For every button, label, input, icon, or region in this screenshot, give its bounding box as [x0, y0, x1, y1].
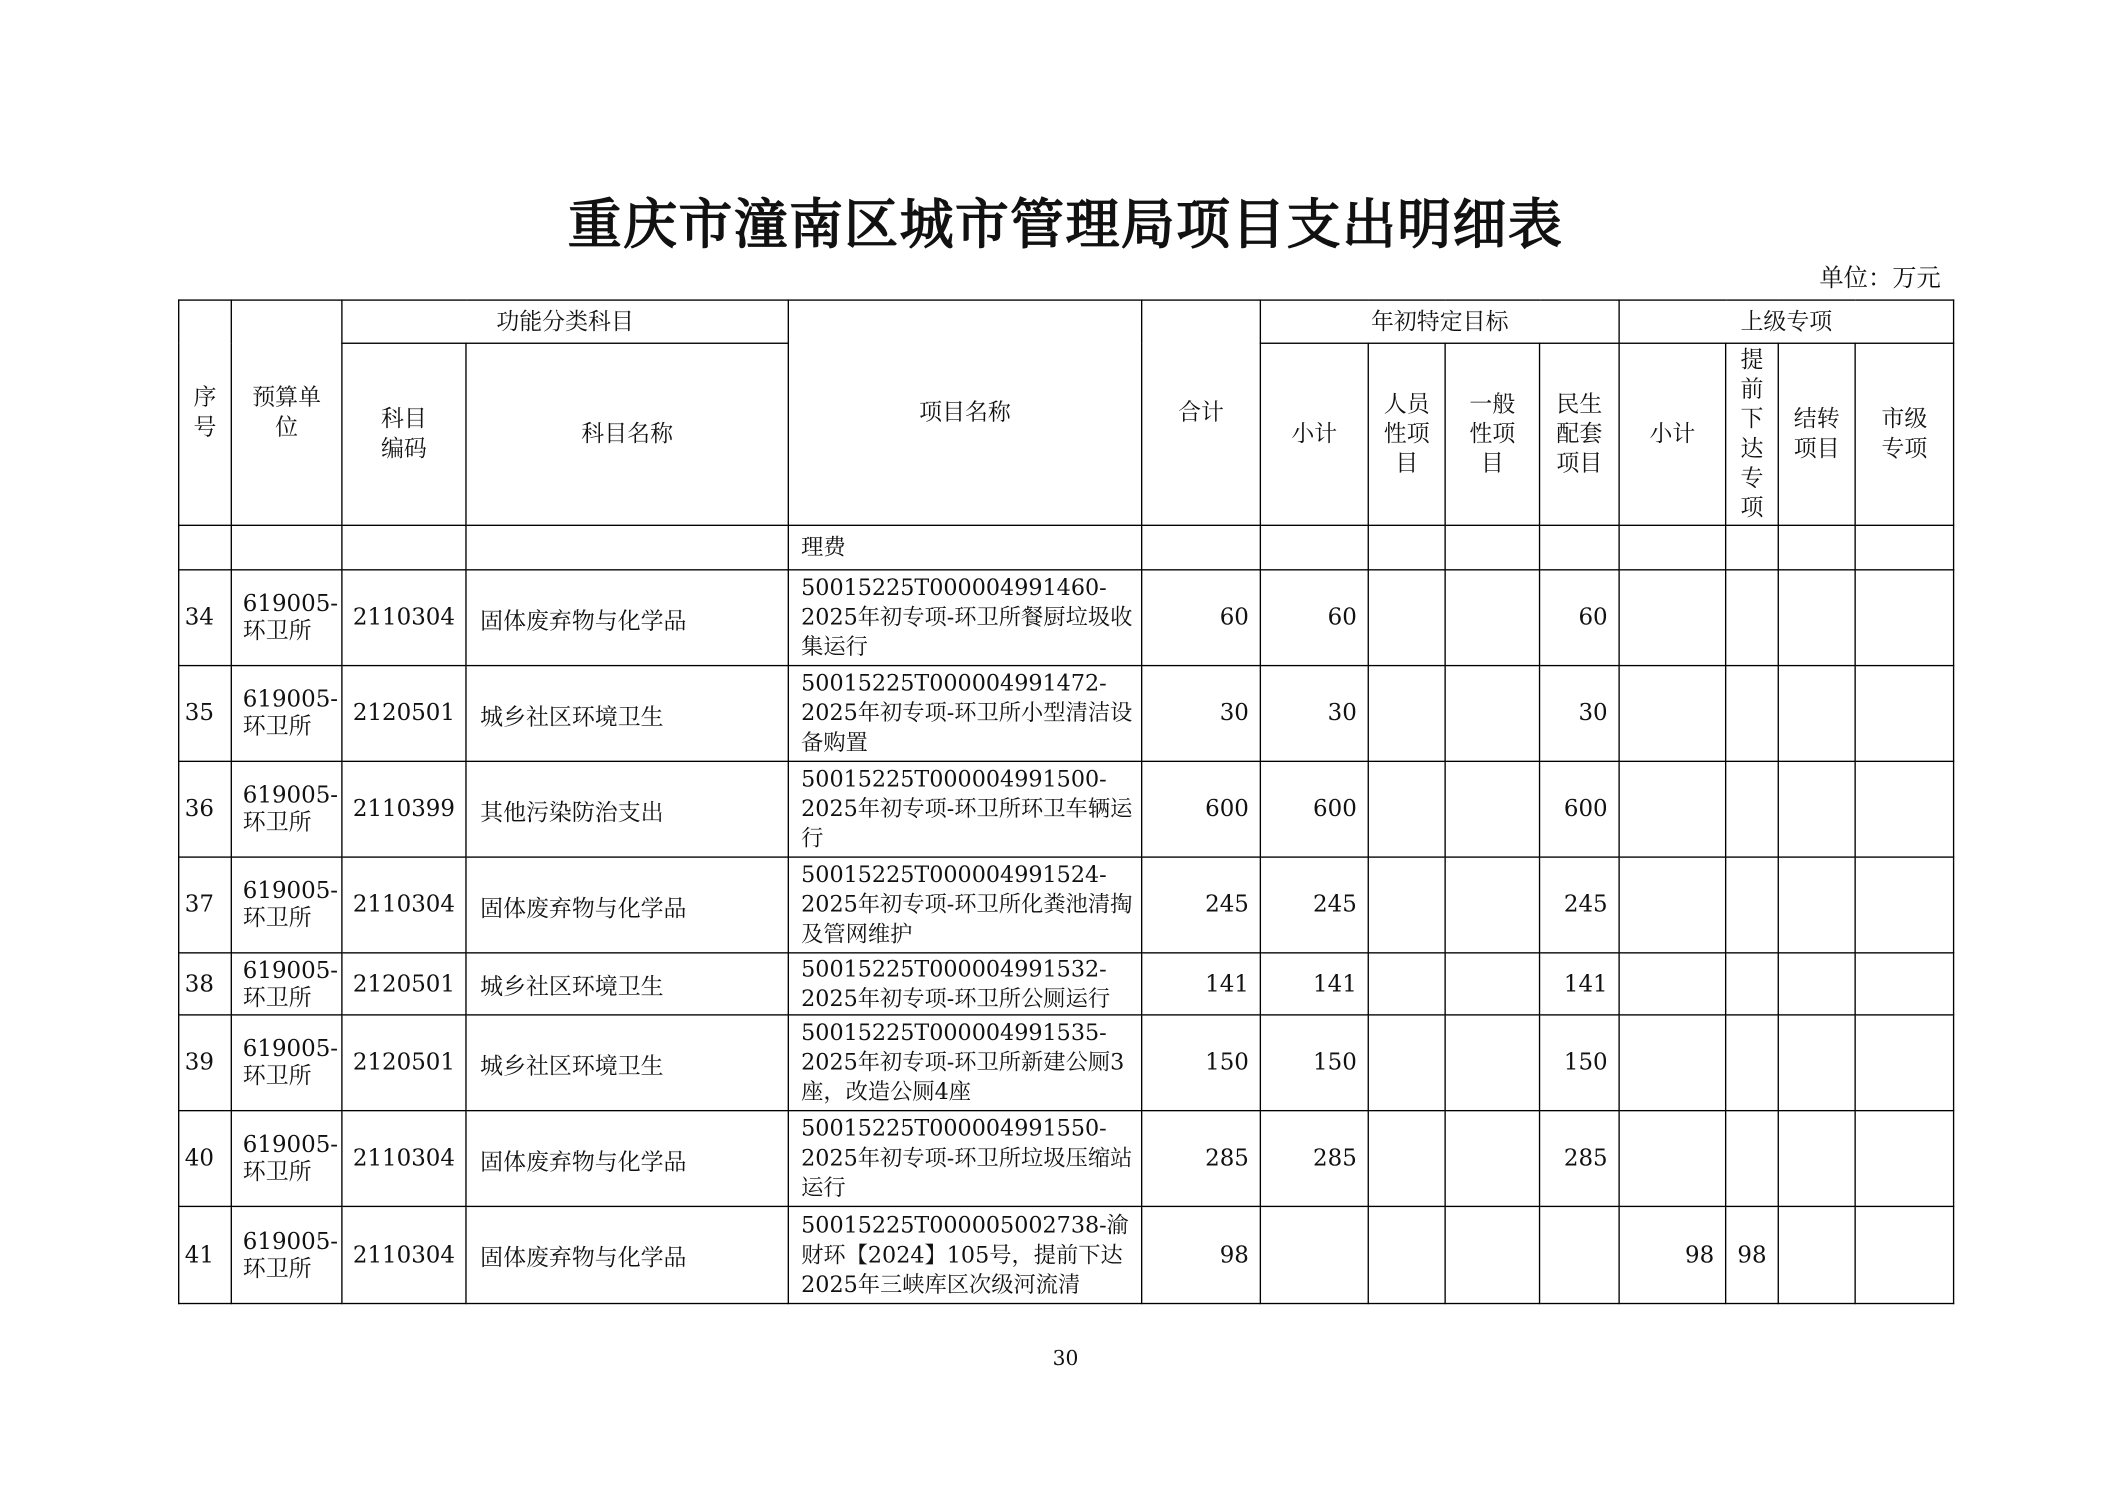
- header-personnel: 人员性项目: [1368, 343, 1445, 525]
- city-cell: [1855, 1111, 1953, 1207]
- budget-unit-cell: 619005-环卫所: [231, 761, 342, 857]
- total-cell: 141: [1142, 953, 1261, 1015]
- carryover-cell: [1778, 761, 1855, 857]
- carryover-cell: [1778, 666, 1855, 762]
- budget-unit-cell: 619005-环卫所: [231, 570, 342, 666]
- total-cell: 60: [1142, 570, 1261, 666]
- project-name-cell: 50015225T000004991532-2025年初专项-环卫所公厕运行: [788, 953, 1141, 1015]
- seq-cell: 41: [179, 1206, 232, 1303]
- livelihood-cell: 600: [1540, 761, 1620, 857]
- carryover-cell: [1778, 1015, 1855, 1111]
- unit-label: 单位：万元: [1819, 264, 1941, 293]
- livelihood-cell: 285: [1540, 1111, 1620, 1207]
- advance-cell: [1726, 761, 1779, 857]
- table-row: [179, 570, 1954, 666]
- general-cell: [1445, 570, 1539, 666]
- annual-subtotal-cell: 245: [1260, 857, 1368, 953]
- subject-code-cell: 2110304: [342, 1206, 466, 1303]
- carryover-cell: [1778, 570, 1855, 666]
- total-cell: 600: [1142, 761, 1261, 857]
- superior-subtotal-cell: 98: [1619, 1206, 1726, 1303]
- seq-cell: 36: [179, 761, 232, 857]
- seq-cell: 38: [179, 953, 232, 1015]
- project-name-cell: 50015225T000004991524-2025年初专项-环卫所化粪池清掏及管网维护: [788, 857, 1141, 953]
- table-row: [179, 953, 1954, 1015]
- livelihood-cell: 150: [1540, 1015, 1620, 1111]
- carryover-cell: [1778, 953, 1855, 1015]
- city-cell: [1855, 666, 1953, 762]
- table-row: [179, 1206, 1954, 1303]
- header-superior: 上级专项: [1619, 300, 1953, 343]
- total-cell: 285: [1142, 1111, 1261, 1207]
- continuation-project-cell: 理费: [788, 525, 1141, 570]
- general-cell: [1445, 953, 1539, 1015]
- carryover-cell: [1778, 1111, 1855, 1207]
- seq-cell: 34: [179, 570, 232, 666]
- general-cell: [1445, 857, 1539, 953]
- personnel-cell: [1368, 1015, 1445, 1111]
- continuation-row: [179, 525, 1954, 570]
- advance-cell: [1726, 666, 1779, 762]
- general-cell: [1445, 666, 1539, 762]
- subject-code-cell: 2120501: [342, 666, 466, 762]
- superior-subtotal-cell: [1619, 1111, 1726, 1207]
- advance-cell: [1726, 570, 1779, 666]
- livelihood-cell: 60: [1540, 570, 1620, 666]
- total-cell: 98: [1142, 1206, 1261, 1303]
- advance-cell: 98: [1726, 1206, 1779, 1303]
- budget-unit-cell: 619005-环卫所: [231, 1111, 342, 1207]
- general-cell: [1445, 1206, 1539, 1303]
- header-city: 市级专项: [1855, 343, 1953, 525]
- superior-subtotal-cell: [1619, 570, 1726, 666]
- header-annual-subtotal: 小计: [1260, 343, 1368, 525]
- total-cell: 150: [1142, 1015, 1261, 1111]
- annual-subtotal-cell: 600: [1260, 761, 1368, 857]
- annual-subtotal-cell: 141: [1260, 953, 1368, 1015]
- total-cell: 30: [1142, 666, 1261, 762]
- page-title: 重庆市潼南区城市管理局项目支出明细表: [567, 194, 1564, 257]
- livelihood-cell: 30: [1540, 666, 1620, 762]
- subject-name-cell: 其他污染防治支出: [466, 761, 788, 857]
- subject-code-cell: 2110304: [342, 857, 466, 953]
- subject-code-cell: 2110399: [342, 761, 466, 857]
- subject-name-cell: 固体废弃物与化学品: [466, 1111, 788, 1207]
- seq-cell: 40: [179, 1111, 232, 1207]
- header-general: 一般性项目: [1445, 343, 1539, 525]
- page-number: 30: [1052, 1346, 1079, 1371]
- subject-name-cell: 城乡社区环境卫生: [466, 1015, 788, 1111]
- personnel-cell: [1368, 1206, 1445, 1303]
- advance-cell: [1726, 1111, 1779, 1207]
- project-name-cell: 50015225T000004991460-2025年初专项-环卫所餐厨垃圾收集运行: [788, 570, 1141, 666]
- livelihood-cell: 245: [1540, 857, 1620, 953]
- seq-cell: 35: [179, 666, 232, 762]
- personnel-cell: [1368, 570, 1445, 666]
- subject-name-cell: 固体废弃物与化学品: [466, 570, 788, 666]
- city-cell: [1855, 953, 1953, 1015]
- personnel-cell: [1368, 761, 1445, 857]
- header-carryover: 结转项目: [1778, 343, 1855, 525]
- seq-cell: 37: [179, 857, 232, 953]
- table-row: [179, 666, 1954, 762]
- annual-subtotal-cell: 285: [1260, 1111, 1368, 1207]
- general-cell: [1445, 1015, 1539, 1111]
- header-sup-subtotal: 小计: [1619, 343, 1726, 525]
- project-name-cell: 50015225T000004991472-2025年初专项-环卫所小型清洁设备购置: [788, 666, 1141, 762]
- subject-code-cell: 2120501: [342, 953, 466, 1015]
- subject-name-cell: 固体废弃物与化学品: [466, 857, 788, 953]
- subject-name-cell: 城乡社区环境卫生: [466, 666, 788, 762]
- superior-subtotal-cell: [1619, 1015, 1726, 1111]
- header-project-name: 项目名称: [788, 300, 1141, 525]
- personnel-cell: [1368, 953, 1445, 1015]
- general-cell: [1445, 761, 1539, 857]
- project-name-cell: 50015225T000005002738-渝财环【2024】105号，提前下达2025年三峡库区次级河流清: [788, 1206, 1141, 1303]
- expenditure-table: [178, 299, 1954, 1304]
- header-budget-unit: 预算单位: [231, 300, 342, 525]
- annual-subtotal-cell: 30: [1260, 666, 1368, 762]
- annual-subtotal-cell: 60: [1260, 570, 1368, 666]
- project-name-cell: 50015225T000004991535-2025年初专项-环卫所新建公厕3座，改造公厕4座: [788, 1015, 1141, 1111]
- budget-unit-cell: 619005-环卫所: [231, 953, 342, 1015]
- budget-unit-cell: 619005-环卫所: [231, 666, 342, 762]
- subject-name-cell: 固体废弃物与化学品: [466, 1206, 788, 1303]
- personnel-cell: [1368, 666, 1445, 762]
- city-cell: [1855, 1015, 1953, 1111]
- header-livelihood: 民生配套项目: [1540, 343, 1620, 525]
- project-name-cell: 50015225T000004991500-2025年初专项-环卫所环卫车辆运行: [788, 761, 1141, 857]
- table-row: [179, 857, 1954, 953]
- header-seq: 序号: [179, 300, 232, 525]
- annual-subtotal-cell: [1260, 1206, 1368, 1303]
- general-cell: [1445, 1111, 1539, 1207]
- subject-code-cell: 2110304: [342, 1111, 466, 1207]
- superior-subtotal-cell: [1619, 761, 1726, 857]
- personnel-cell: [1368, 857, 1445, 953]
- project-name-cell: 50015225T000004991550-2025年初专项-环卫所垃圾压缩站运行: [788, 1111, 1141, 1207]
- header-func-class: 功能分类科目: [342, 300, 788, 343]
- header-advance: 提前下达专项: [1726, 343, 1779, 525]
- header-annual-target: 年初特定目标: [1260, 300, 1619, 343]
- header-subject-code: 科目编码: [342, 343, 466, 525]
- budget-unit-cell: 619005-环卫所: [231, 1015, 342, 1111]
- subject-code-cell: 2110304: [342, 570, 466, 666]
- advance-cell: [1726, 953, 1779, 1015]
- city-cell: [1855, 857, 1953, 953]
- carryover-cell: [1778, 857, 1855, 953]
- budget-unit-cell: 619005-环卫所: [231, 857, 342, 953]
- header-total: 合计: [1142, 300, 1261, 525]
- advance-cell: [1726, 1015, 1779, 1111]
- table-row: [179, 761, 1954, 857]
- personnel-cell: [1368, 1111, 1445, 1207]
- table-row: [179, 1015, 1954, 1111]
- city-cell: [1855, 1206, 1953, 1303]
- advance-cell: [1726, 857, 1779, 953]
- subject-name-cell: 城乡社区环境卫生: [466, 953, 788, 1015]
- table-row: [179, 1111, 1954, 1207]
- total-cell: 245: [1142, 857, 1261, 953]
- livelihood-cell: [1540, 1206, 1620, 1303]
- livelihood-cell: 141: [1540, 953, 1620, 1015]
- budget-unit-cell: 619005-环卫所: [231, 1206, 342, 1303]
- seq-cell: 39: [179, 1015, 232, 1111]
- carryover-cell: [1778, 1206, 1855, 1303]
- superior-subtotal-cell: [1619, 953, 1726, 1015]
- header-subject-name: 科目名称: [466, 343, 788, 525]
- superior-subtotal-cell: [1619, 857, 1726, 953]
- city-cell: [1855, 761, 1953, 857]
- superior-subtotal-cell: [1619, 666, 1726, 762]
- subject-code-cell: 2120501: [342, 1015, 466, 1111]
- city-cell: [1855, 570, 1953, 666]
- annual-subtotal-cell: 150: [1260, 1015, 1368, 1111]
